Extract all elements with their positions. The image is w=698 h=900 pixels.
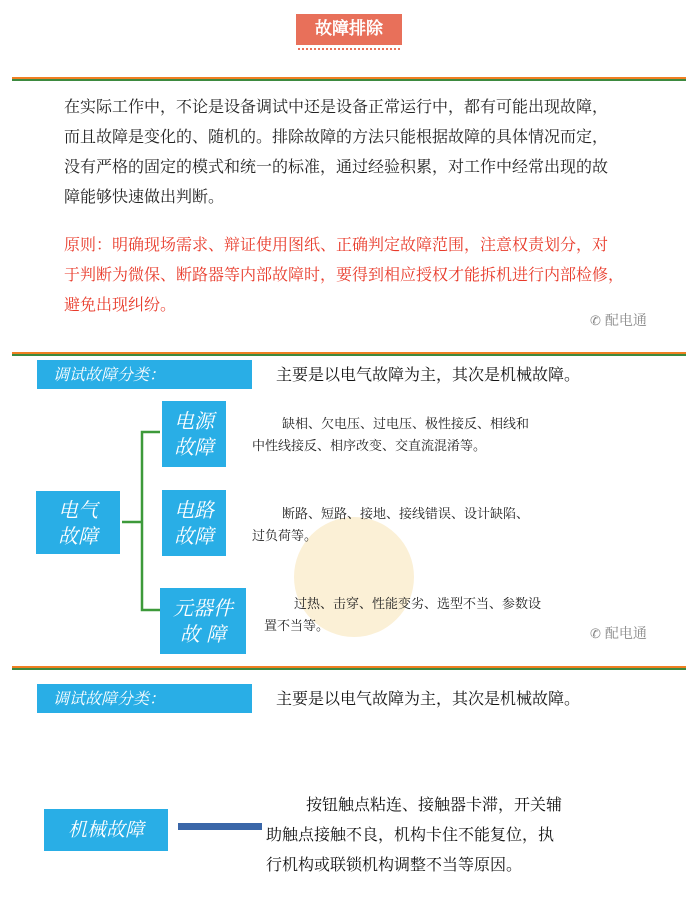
branch-note-line: 断路、短路、接地、接线错误、设计缺陷、 xyxy=(282,507,530,522)
branch-label-line: 电源 xyxy=(174,409,214,433)
connector-bar xyxy=(178,823,262,830)
watermark-text: 配电通 xyxy=(604,313,647,329)
intro-line: 障能够快速做出判断。 xyxy=(64,187,225,206)
wechat-icon: ✆ xyxy=(590,314,601,329)
section-divider xyxy=(12,666,686,668)
root-label-line: 电气 xyxy=(58,497,98,522)
principle-line: 原则：明确现场需求、辩证使用图纸、正确判定故障范围，注意权责划分，对 xyxy=(64,235,609,254)
branch-label-line: 故障 xyxy=(174,435,214,459)
branch-circuit-fault xyxy=(162,490,226,556)
category-label: 调试故障分类： xyxy=(37,684,252,713)
branch-note-line: 中性线接反、相序改变、交直流混淆等。 xyxy=(252,439,487,454)
mechanical-fault-text: 机械故障 xyxy=(67,819,144,841)
watermark xyxy=(590,623,647,643)
mechanical-fault-description xyxy=(266,790,596,880)
branch-component-fault xyxy=(160,588,246,654)
category-label: 调试故障分类： xyxy=(37,360,252,389)
principle-line: 避免出现纠纷。 xyxy=(64,295,177,314)
branch-note-line: 过负荷等。 xyxy=(252,529,318,544)
branch-label-line: 故障 xyxy=(174,524,214,548)
root-electrical-fault xyxy=(36,491,120,554)
intro-line: 没有严格的固定的模式和统一的标准，通过经验积累，对工作中经常出现的故 xyxy=(64,157,609,176)
page-title: 故障排除 xyxy=(296,14,402,45)
branch-note-line: 过热、击穿、性能变劣、选型不当、参数设 xyxy=(294,597,542,612)
branch-label-line: 电路 xyxy=(174,498,214,522)
mechanical-line: 行机构或联锁机构调整不当等原因。 xyxy=(266,855,523,874)
branch-label-line: 故 障 xyxy=(179,622,227,646)
branch-label-line: 元器件 xyxy=(173,596,233,620)
branch-note xyxy=(252,504,592,548)
watermark-text: 配电通 xyxy=(604,626,647,642)
mechanical-fault-label xyxy=(44,809,168,851)
tree-bracket xyxy=(142,432,160,610)
branch-note-line: 缺相、欠电压、过电压、极性接反、相线和 xyxy=(282,417,530,432)
root-label-line: 故障 xyxy=(58,523,98,548)
branch-power-fault xyxy=(162,401,226,467)
wechat-icon: ✆ xyxy=(590,627,601,642)
branch-note xyxy=(252,414,592,458)
intro-line: 在实际工作中，不论是设备调试中还是设备正常运行中，都有可能出现故障， xyxy=(64,97,609,116)
branch-note xyxy=(264,594,604,638)
intro-line: 而且故障是变化的、随机的。排除故障的方法只能根据故障的具体情况而定， xyxy=(64,127,609,146)
mechanical-line: 助触点接触不良，机构卡住不能复位，执 xyxy=(266,825,555,844)
category-summary: 主要是以电气故障为主，其次是机械故障。 xyxy=(276,365,581,384)
category-summary: 主要是以电气故障为主，其次是机械故障。 xyxy=(276,689,581,708)
branch-note-line: 置不当等。 xyxy=(264,619,330,634)
mechanical-line: 按钮触点粘连、接触器卡滞，开关辅 xyxy=(306,795,563,814)
principle-line: 于判断为微保、断路器等内部故障时，要得到相应授权才能拆机进行内部检修， xyxy=(64,265,625,284)
